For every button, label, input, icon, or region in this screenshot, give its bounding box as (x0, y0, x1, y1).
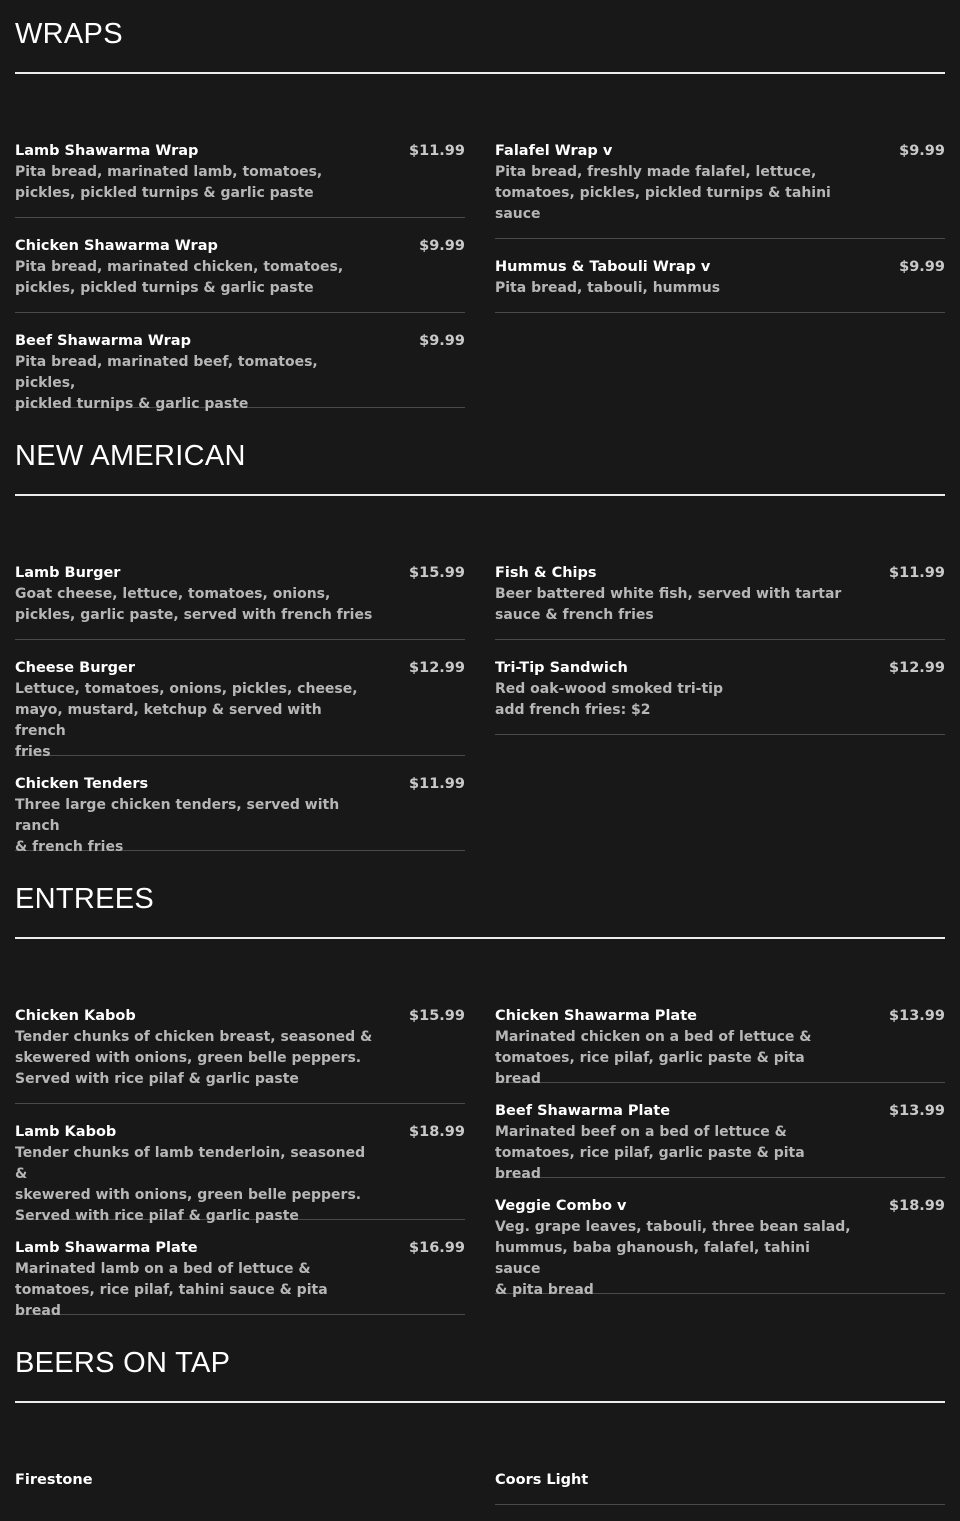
desc-line: Goat cheese, lettuce, tomatoes, onions, (15, 586, 331, 602)
desc-line: sauce & french fries (495, 607, 654, 623)
section-divider (15, 1401, 945, 1403)
item-description (15, 352, 375, 415)
desc-line: Beer battered white fish, served with tartar (495, 586, 842, 602)
wraps-left-column (15, 141, 465, 412)
item-price: $12.99 (409, 660, 465, 676)
item-name: Chicken Shawarma Plate (495, 1008, 697, 1024)
desc-line: Lettuce, tomatoes, onions, pickles, cheese, (15, 681, 358, 697)
item-name: Firestone (15, 1472, 93, 1488)
item-price: $12.99 (889, 660, 945, 676)
item-description (495, 1217, 855, 1301)
item-description (495, 1122, 855, 1185)
desc-line: tomatoes, rice pilaf, tahini sauce & pita bread (15, 1282, 328, 1319)
item-price: $18.99 (889, 1198, 945, 1214)
item-price: $16.99 (409, 1240, 465, 1256)
section-divider (15, 937, 945, 939)
desc-line: sauce (495, 206, 541, 222)
desc-line: pickles, garlic paste, served with french fries (15, 607, 373, 623)
item-description (495, 584, 855, 626)
item-price: $18.99 (409, 1124, 465, 1140)
desc-line: fries (15, 744, 51, 760)
desc-line: Served with rice pilaf & garlic paste (15, 1208, 299, 1224)
beers-left-column (15, 1470, 465, 1504)
menu-item-lamb-shawarma-plate[interactable] (15, 1238, 465, 1319)
desc-line: Marinated beef on a bed of lettuce & (495, 1124, 787, 1140)
item-name: Tri-Tip Sandwich (495, 660, 628, 676)
desc-line: tomatoes, rice pilaf, garlic paste & pita bread (495, 1050, 805, 1087)
item-price: $11.99 (409, 776, 465, 792)
item-price: $9.99 (899, 259, 945, 275)
desc-line: pickled turnips & garlic paste (15, 396, 249, 412)
item-description (15, 1143, 375, 1227)
item-description (15, 1259, 375, 1322)
menu-item-chicken-kabob[interactable] (15, 1006, 465, 1104)
item-description (495, 679, 855, 721)
desc-line: Three large chicken tenders, served with ranch (15, 797, 340, 834)
item-name: Hummus & Tabouli Wrap v (495, 259, 711, 275)
menu-item-chicken-shawarma-plate[interactable] (495, 1006, 945, 1087)
desc-line: Pita bread, marinated lamb, tomatoes, (15, 164, 323, 180)
item-name: Lamb Shawarma Plate (15, 1240, 198, 1256)
item-price: $15.99 (409, 1008, 465, 1024)
section-divider (15, 494, 945, 496)
menu-item-veggie-combo[interactable] (495, 1196, 945, 1298)
desc-line: skewered with onions, green belle peppers. (15, 1187, 362, 1203)
item-description (15, 162, 375, 204)
item-price: $9.99 (419, 333, 465, 349)
item-description (15, 584, 375, 626)
desc-line: Pita bread, tabouli, hummus (495, 280, 721, 296)
desc-line: pickles, pickled turnips & garlic paste (15, 280, 314, 296)
menu-item-falafel-wrap[interactable] (495, 141, 945, 239)
entrees-right-column (495, 1006, 945, 1298)
item-name: Beef Shawarma Plate (495, 1103, 671, 1119)
item-name: Lamb Burger (15, 565, 121, 581)
menu-item-beef-shawarma-wrap[interactable] (15, 331, 465, 412)
desc-line: Marinated chicken on a bed of lettuce & (495, 1029, 812, 1045)
desc-line: Tender chunks of chicken breast, seasoned & (15, 1029, 373, 1045)
section-title-wraps: WRAPS (15, 18, 123, 50)
entrees-left-column (15, 1006, 465, 1319)
menu-item-tri-tip-sandwich[interactable] (495, 658, 945, 735)
desc-line: Served with rice pilaf & garlic paste (15, 1071, 299, 1087)
menu-item-lamb-burger[interactable] (15, 563, 465, 640)
section-divider (15, 72, 945, 74)
american-left-column (15, 563, 465, 855)
menu-item-lamb-shawarma-wrap[interactable] (15, 141, 465, 218)
item-name: Lamb Shawarma Wrap (15, 143, 199, 159)
item-name: Lamb Kabob (15, 1124, 117, 1140)
item-price: $11.99 (889, 565, 945, 581)
item-name: Chicken Shawarma Wrap (15, 238, 218, 254)
item-price: $11.99 (409, 143, 465, 159)
menu-item-cheese-burger[interactable] (15, 658, 465, 760)
menu-item-firestone[interactable] (15, 1470, 465, 1504)
menu-item-chicken-tenders[interactable] (15, 774, 465, 855)
item-price: $15.99 (409, 565, 465, 581)
item-name: Cheese Burger (15, 660, 136, 676)
section-title-beers-on-tap: BEERS ON TAP (15, 1347, 231, 1379)
desc-line: Pita bread, marinated chicken, tomatoes, (15, 259, 344, 275)
item-name: Fish & Chips (495, 565, 597, 581)
item-name: Veggie Combo v (495, 1198, 627, 1214)
item-name: Beef Shawarma Wrap (15, 333, 191, 349)
desc-line: Veg. grape leaves, tabouli, three bean salad, (495, 1219, 851, 1235)
desc-line: tomatoes, rice pilaf, garlic paste & pita bread (495, 1145, 805, 1182)
desc-line: & pita bread (495, 1282, 594, 1298)
wraps-right-column (495, 141, 945, 313)
desc-line: & french fries (15, 839, 124, 855)
desc-line: pickles, pickled turnips & garlic paste (15, 185, 314, 201)
item-description (495, 162, 855, 225)
beers-right-column (495, 1470, 945, 1505)
item-description (15, 679, 375, 763)
item-description (15, 257, 375, 299)
section-title-entrees: ENTREES (15, 883, 155, 915)
item-price: $9.99 (899, 143, 945, 159)
item-price: $9.99 (419, 238, 465, 254)
menu-item-fish-chips[interactable] (495, 563, 945, 640)
item-price: $13.99 (889, 1008, 945, 1024)
menu-item-lamb-kabob[interactable] (15, 1122, 465, 1224)
desc-line: Pita bread, freshly made falafel, lettuce, (495, 164, 817, 180)
desc-line: Marinated lamb on a bed of lettuce & (15, 1261, 311, 1277)
section-title-new-american: NEW AMERICAN (15, 440, 246, 472)
desc-line: hummus, baba ghanoush, falafel, tahini sauce (495, 1240, 810, 1277)
desc-line: Tender chunks of lamb tenderloin, seasoned & (15, 1145, 366, 1182)
desc-line: mayo, mustard, ketchup & served with french (15, 702, 322, 739)
item-description (15, 1027, 375, 1090)
item-price: $13.99 (889, 1103, 945, 1119)
desc-line: skewered with onions, green belle peppers. (15, 1050, 362, 1066)
item-description (495, 1027, 855, 1090)
desc-line: Red oak-wood smoked tri-tip (495, 681, 724, 697)
item-name: Chicken Kabob (15, 1008, 136, 1024)
item-name: Falafel Wrap v (495, 143, 613, 159)
menu-item-hummus-tabouli-wrap[interactable] (495, 257, 945, 313)
desc-line: Pita bread, marinated beef, tomatoes, pickles, (15, 354, 318, 391)
menu-item-chicken-shawarma-wrap[interactable] (15, 236, 465, 313)
item-name: Chicken Tenders (15, 776, 149, 792)
item-description (15, 795, 375, 858)
american-right-column (495, 563, 945, 735)
desc-line: tomatoes, pickles, pickled turnips & tahini (495, 185, 831, 201)
item-name: Coors Light (495, 1472, 589, 1488)
desc-line: add french fries: $2 (495, 702, 651, 718)
menu-item-beef-shawarma-plate[interactable] (495, 1101, 945, 1182)
menu-item-coors-light[interactable] (495, 1470, 945, 1505)
item-description (495, 278, 855, 299)
